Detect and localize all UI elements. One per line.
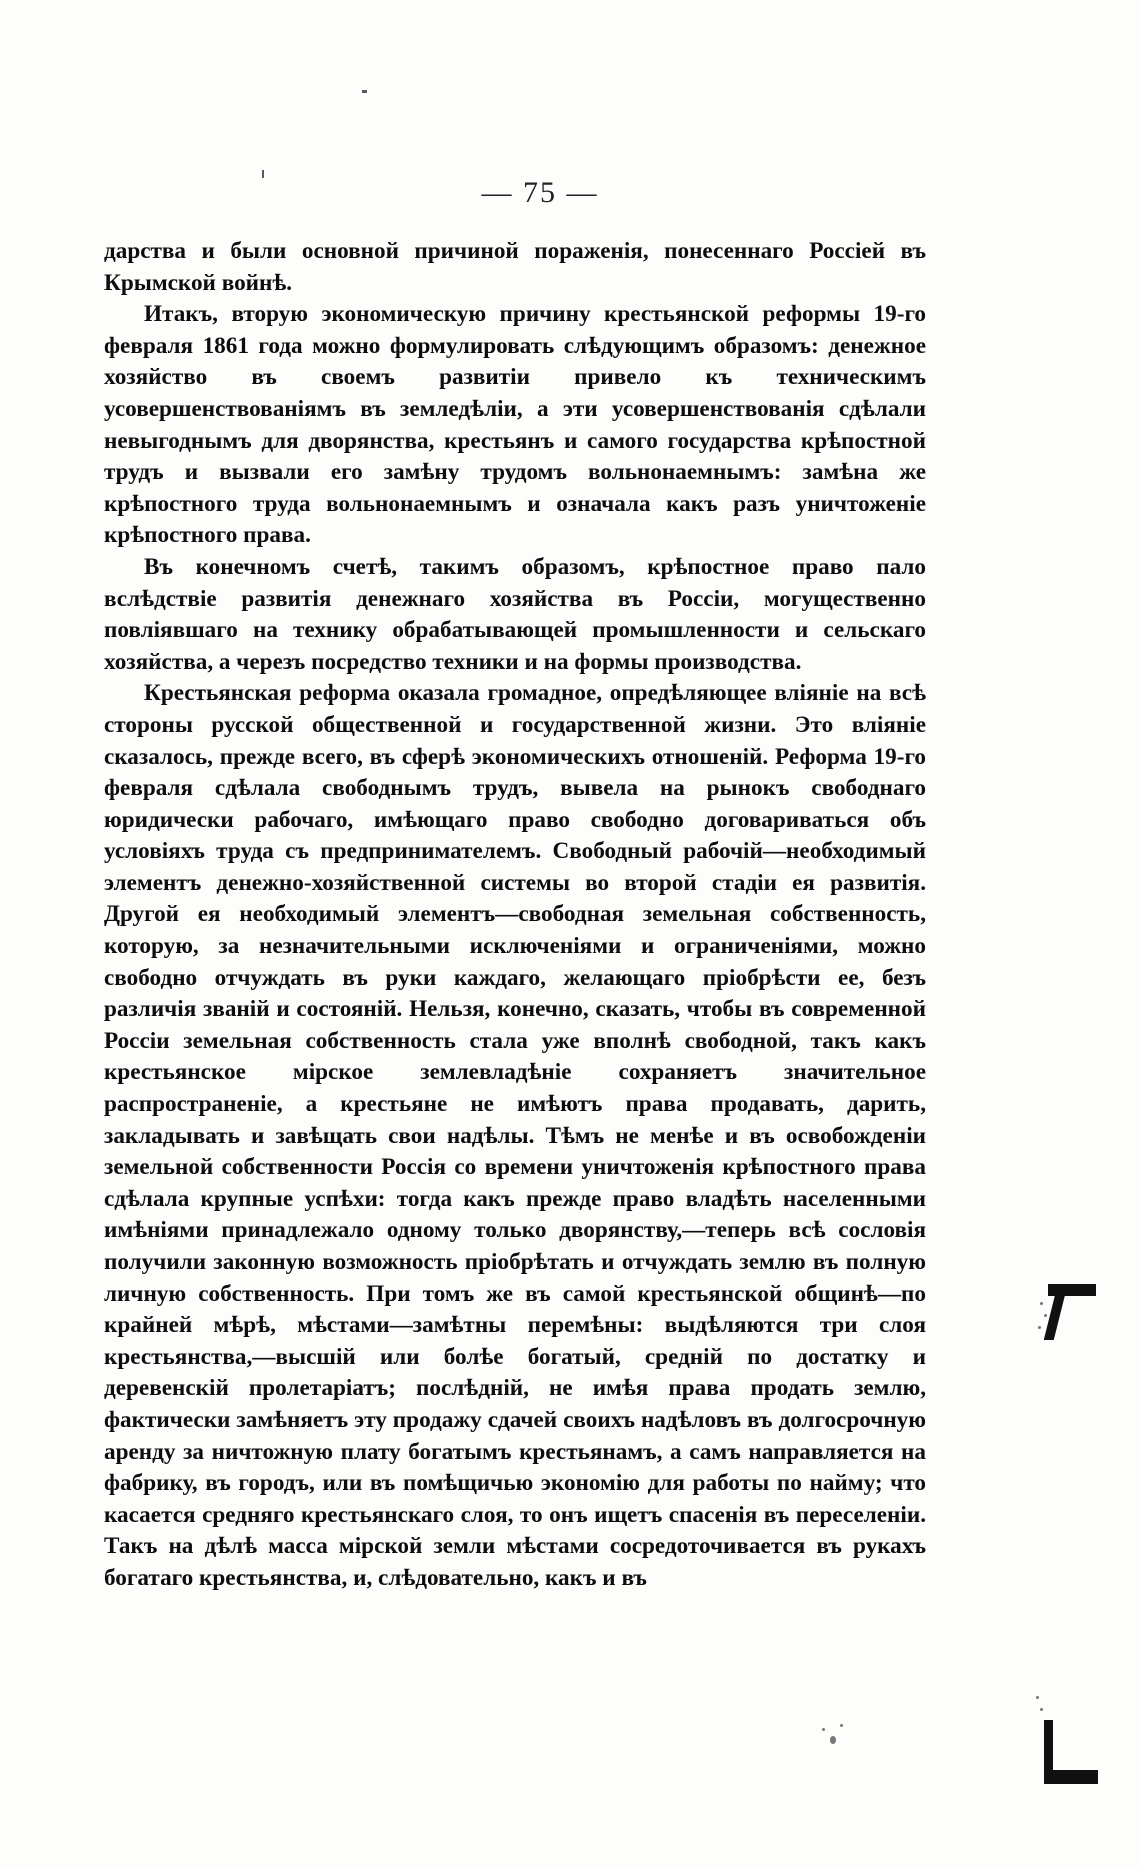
scan-speck (840, 1724, 843, 1727)
paragraph: Итакъ, вторую экономическую причину крестьянской реформы 19-го февраля 1861 года можно формулировать слѣдующимъ образомъ: денежное хозяйство въ своемъ развитіи привело къ техническимъ усовершенствованіямъ въ земледѣліи, а эти усовершенствованія сдѣлали невыгоднымъ для дворянства, крестьянъ и самого государства крѣпостной трудъ и вызвали его замѣну трудомъ вольнонаемнымъ: замѣна же крѣпостного труда вольнонаемнымъ и означала какъ разъ уничтоженіе крѣпостного права. (104, 301, 926, 549)
margin-bracket-top (1036, 1280, 1096, 1390)
scan-smudge (362, 90, 367, 93)
body-text (104, 236, 926, 1595)
paragraph: дарства и были основной причиной пораженія, понесеннаго Россіей въ Крымской войнѣ. (104, 238, 926, 296)
paragraph: Въ конечномъ счетѣ, такимъ образомъ, крѣпостное право пало вслѣдствіе развитія денежнаго хозяйства въ Россіи, могущественно повліявшаго на технику обрабатывающей промышленности и сельскаго хозяйства, а черезъ посредство техники и на формы производства. (104, 553, 926, 675)
paragraph: Крестьянская реформа оказала громадное, опредѣляющее вліяніе на всѣ стороны русской общественной и государственной жизни. Это вліяніе сказалось, прежде всего, въ сферѣ экономическихъ отношеній. Реформа 19-го февраля сдѣлала свободнымъ трудъ, вывела на рынокъ свободнаго юридически рабочаго, имѣющаго право свободно договариваться объ условіяхъ труда съ предпринимателемъ. Свободный рабочій—необходимый элементъ денежно-хозяйственной системы во второй стадіи ея развитія. Другой ея необходимый элементъ—свободная земельная собственность, которую, за незначительными исключеніями и ограниченіями, можно свободно отчуждать въ руки каждаго, желающаго пріобрѣсти ее, безъ различія званій и состояній. Нельзя, конечно, сказать, чтобы въ современной Россіи земельная собственность стала уже вполнѣ свободной, такъ какъ крестьянское мірское землевладѣніе сохраняетъ значительное распространеніе, а крестьяне не имѣютъ права продавать, дарить, закладывать и завѣщать свои надѣлы. Тѣмъ не менѣе и въ освобожденіи земельной собственности Россія со времени уничтоженія крѣпостного права сдѣлала крупные успѣхи: тогда какъ прежде право владѣть населенными имѣніями принадлежало одному только дворянству,—теперь всѣ сословія получили законную возможность пріобрѣтать и отчуждать землю въ полную личную собственность. При томъ же въ самой крестьянской общинѣ—по крайней мѣрѣ, мѣстами—замѣтны перемѣны: выдѣляются три слоя крестьянства,—высшій или болѣе богатый, средній по достатку и деревенскій пролетаріатъ; послѣдній, не имѣя права продать землю, фактически замѣняетъ эту продажу сдачей своихъ надѣловъ въ долгосрочную аренду за ничтожную плату богатымъ крестьянамъ, а самъ направляется на фабрику, въ городъ, или въ помѣщичью экономію для работы по найму; что касается средняго крестьянскаго слоя, то онъ ищетъ спасенія въ переселеніи. Такъ на дѣлѣ масса мірской земли мѣстами сосредоточивается въ рукахъ богатаго крестьянства, и, слѣдовательно, какъ и въ (104, 680, 926, 1591)
scan-speck (830, 1736, 836, 1744)
margin-bracket-bottom (1034, 1690, 1098, 1785)
scan-speck (822, 1728, 825, 1731)
page-number: — 75 — (481, 176, 599, 209)
